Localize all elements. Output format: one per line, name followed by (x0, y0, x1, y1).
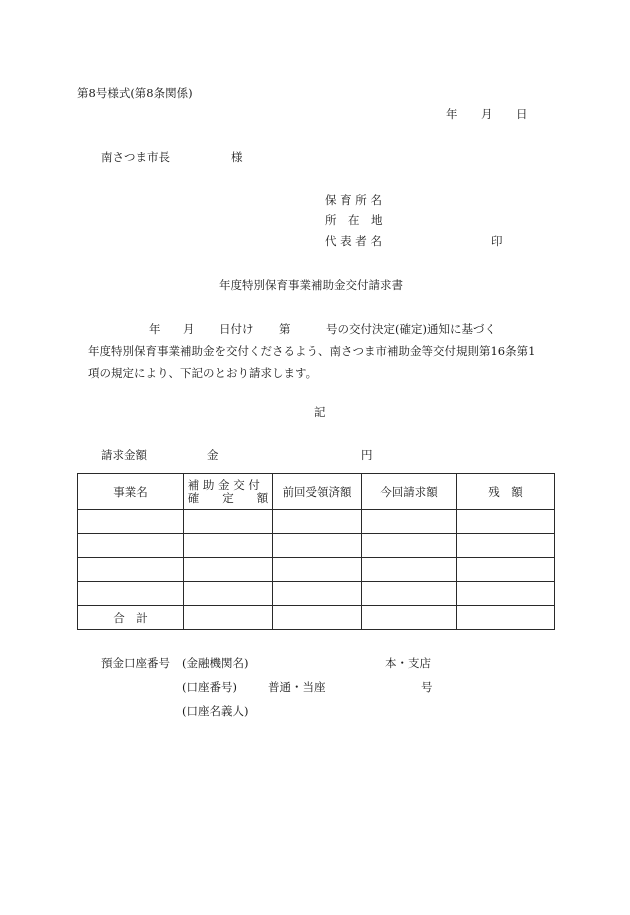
body-month: 月 (183, 322, 195, 336)
ki-heading: 記 (314, 405, 326, 419)
header-previous-received: 前回受領済額 (273, 474, 362, 510)
representative-label: 代 表 者 名 (325, 234, 382, 248)
claim-suffix: 円 (361, 448, 373, 462)
table-header-row (78, 474, 555, 510)
total-label: 合 計 (78, 606, 184, 630)
bank-label: 預金口座番号 (101, 656, 170, 670)
account-number-label: (口座番号) (182, 680, 237, 694)
account-type-label: 普通・当座 (268, 680, 326, 694)
account-number-suffix: 号 (421, 680, 433, 694)
header-balance: 残 額 (457, 474, 555, 510)
nursery-name-label: 保 育 所 名 (325, 193, 382, 207)
addressee-honorific: 様 (231, 150, 243, 164)
header-grant-line2: 確 定 額 (187, 490, 269, 505)
header-current-claim: 今回請求額 (362, 474, 457, 510)
claim-table (77, 473, 555, 630)
table-row (78, 582, 555, 606)
date-year: 年 (446, 107, 458, 121)
header-grant-amount (184, 474, 273, 510)
claim-prefix: 金 (207, 448, 219, 462)
date-day: 日 (516, 107, 528, 121)
seal-mark: 印 (491, 234, 503, 248)
body-line3: 項の規定により、下記のとおり請求します。 (88, 366, 318, 380)
account-holder-label: (口座名義人) (182, 704, 249, 718)
body-year: 年 (149, 322, 161, 336)
bank-branch-label: 本・支店 (385, 656, 431, 670)
bank-institution-label: (金融機関名) (182, 656, 249, 670)
table-row (78, 534, 555, 558)
body-line2: 年度特別保育事業補助金を交付くださるよう、南さつま市補助金等交付規則第16条第1 (88, 344, 536, 358)
document-title: 年度特別保育事業補助金交付請求書 (219, 278, 403, 292)
addressee-name: 南さつま市長 (101, 150, 170, 164)
claim-label: 請求金額 (101, 448, 147, 462)
form-number: 第8号様式(第8条関係) (77, 86, 193, 100)
body-dated: 日付け (219, 322, 254, 336)
table-row (78, 510, 555, 534)
body-number-prefix: 第 (279, 322, 291, 336)
date-month: 月 (481, 107, 493, 121)
address-label: 所 在 地 (325, 213, 383, 227)
table-row (78, 558, 555, 582)
header-grant-line1: 補 助 金 交 付 (187, 477, 260, 492)
header-project-name: 事業名 (78, 474, 184, 510)
table-total-row (78, 606, 555, 630)
body-line1-rest: 号の交付決定(確定)通知に基づく (326, 322, 496, 336)
